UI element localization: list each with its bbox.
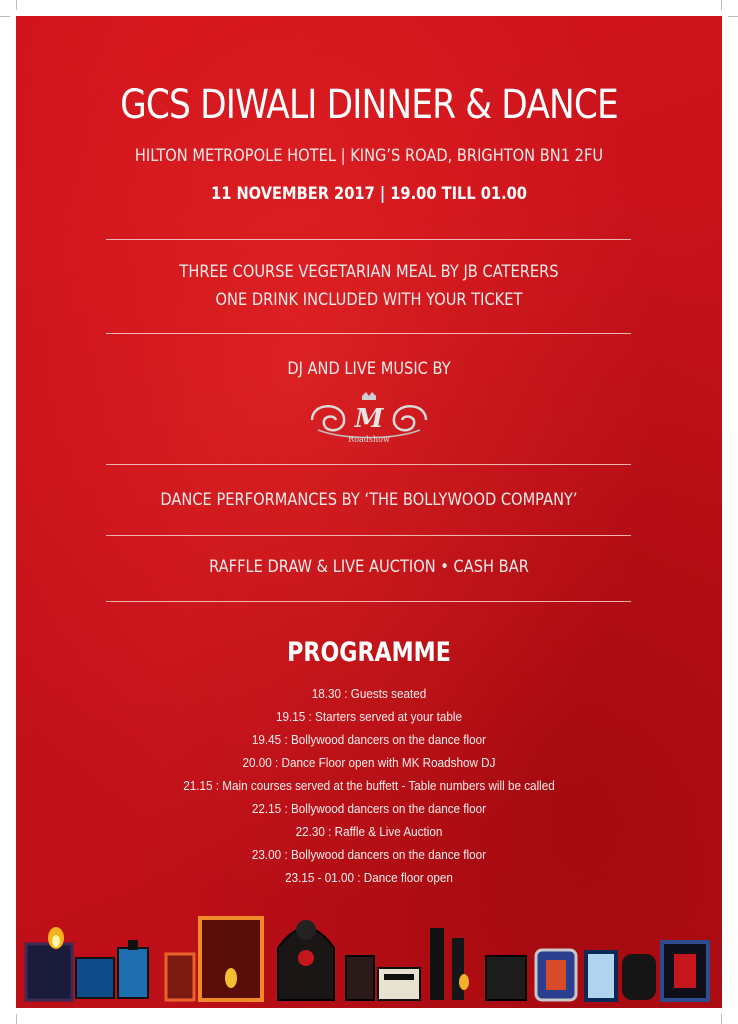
programme-item: 21.15 : Main courses served at the buffett - Table numbers will be called (183, 778, 555, 793)
raffle-cash-bar: RAFFLE DRAW & LIVE AUCTION • CASH BAR (209, 557, 529, 577)
logo-wordmark: Roadshow (348, 435, 390, 444)
dance-performances: DANCE PERFORMANCES BY ‘THE BOLLYWOOD COMPANY’ (160, 490, 578, 510)
programme-item: 23.15 - 01.00 : Dance floor open (285, 870, 453, 885)
divider (106, 333, 631, 334)
logo-letter: M (354, 404, 384, 434)
event-poster (16, 16, 722, 1008)
crop-mark (728, 16, 738, 17)
programme-heading: PROGRAMME (287, 637, 451, 668)
venue-address: HILTON METROPOLE HOTEL | KING’S ROAD, BRIGHTON BN1 2FU (134, 146, 604, 166)
programme-item: 19.45 : Bollywood dancers on the dance floor (251, 732, 487, 747)
crop-mark (0, 16, 10, 17)
crop-mark (16, 0, 17, 10)
programme-item: 19.15 : Starters served at your table (275, 709, 462, 724)
crop-mark (721, 0, 722, 10)
mk-roadshow-logo (304, 390, 434, 448)
programme-list (16, 682, 722, 889)
programme-item: 20.00 : Dance Floor open with MK Roadshow DJ (242, 755, 496, 770)
divider (106, 535, 631, 536)
meal-info: THREE COURSE VEGETARIAN MEAL BY JB CATERERS (179, 262, 559, 282)
programme-item: 22.15 : Bollywood dancers on the dance floor (251, 801, 487, 816)
divider (106, 464, 631, 465)
diya-artwork-border (16, 878, 722, 1008)
dj-heading: DJ AND LIVE MUSIC BY (287, 359, 451, 379)
drink-info: ONE DRINK INCLUDED WITH YOUR TICKET (215, 290, 523, 310)
event-date-time: 11 NOVEMBER 2017 | 19.00 TILL 01.00 (211, 184, 527, 204)
programme-item: 18.30 : Guests seated (311, 686, 427, 701)
programme-item: 23.00 : Bollywood dancers on the dance floor (251, 847, 487, 862)
divider (106, 601, 631, 602)
crop-mark (16, 1014, 17, 1024)
divider (106, 239, 631, 240)
programme-item: 22.30 : Raffle & Live Auction (295, 824, 443, 839)
event-title: GCS DIWALI DINNER & DANCE (120, 82, 618, 128)
crop-mark (721, 1014, 722, 1024)
